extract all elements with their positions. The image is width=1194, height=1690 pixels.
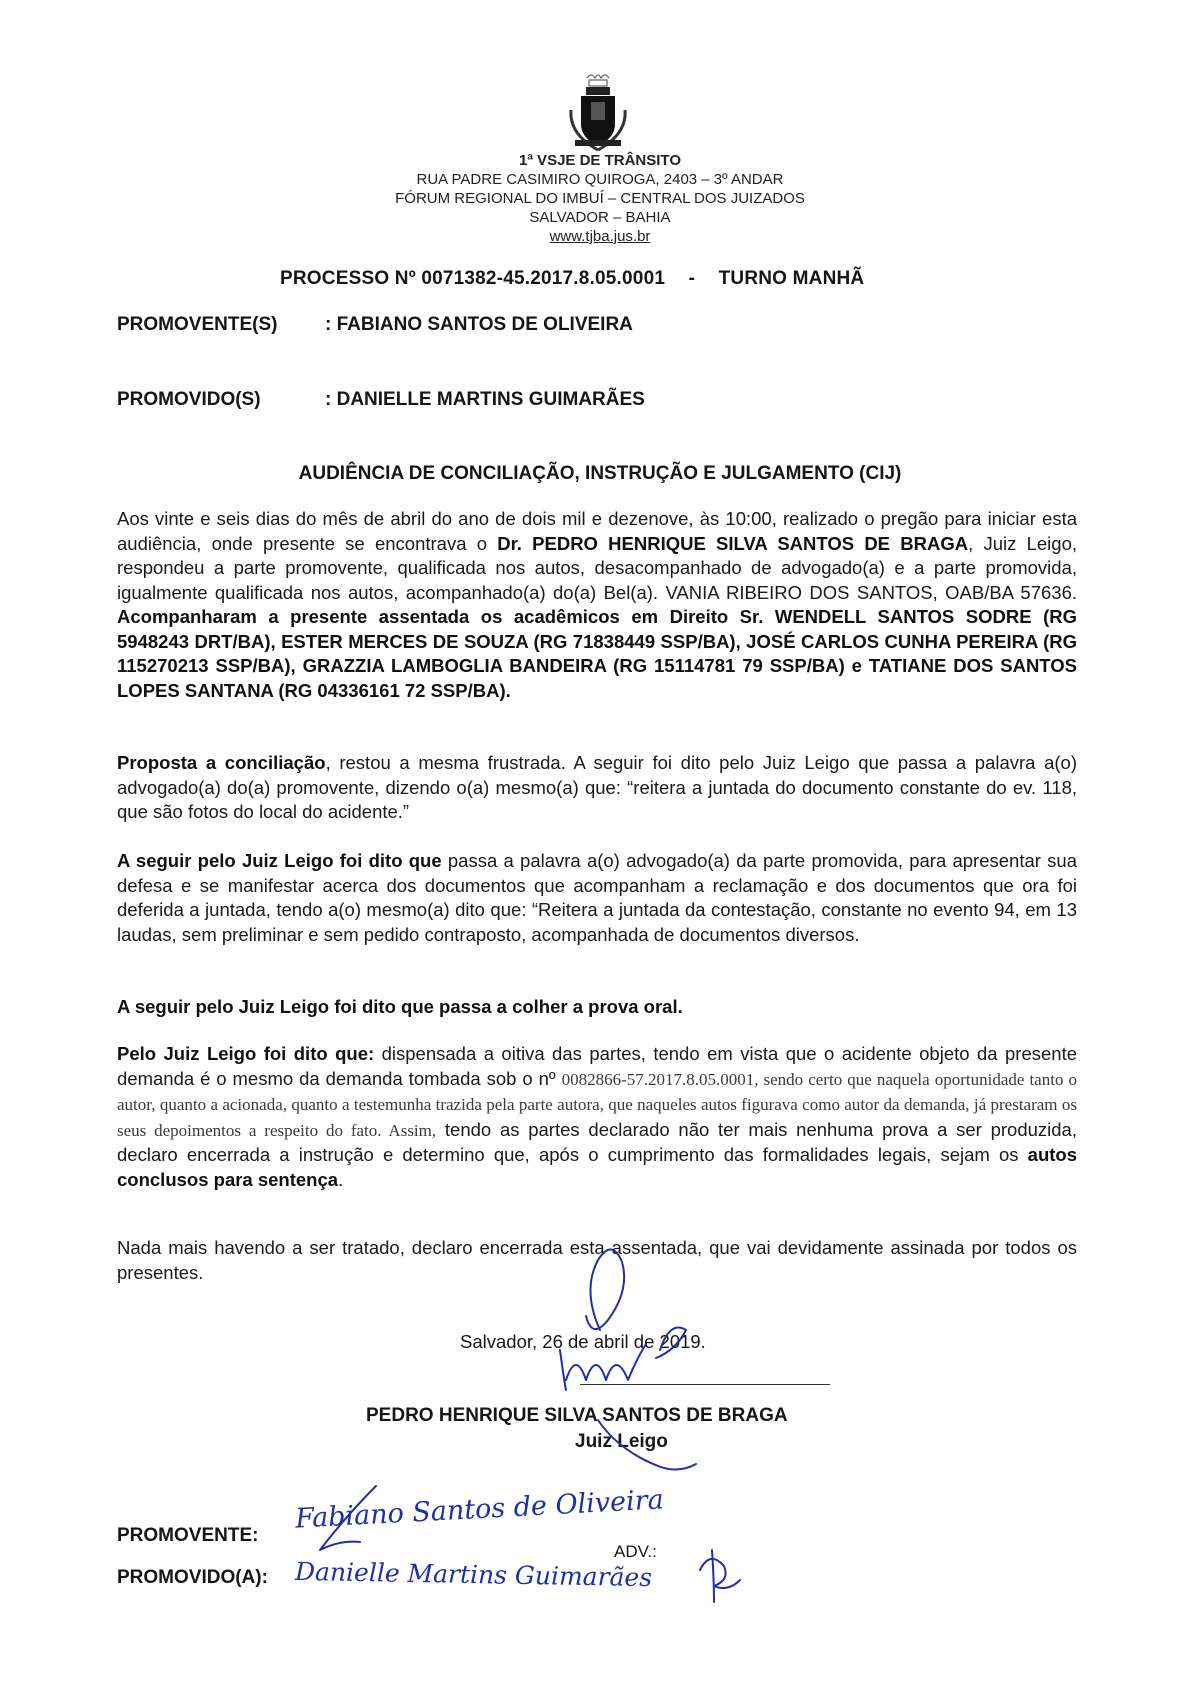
paragraph-decision [117,1042,1077,1192]
process-shift: TURNO MANHÃ [718,268,865,289]
signature-line [580,1384,830,1385]
paragraph-conciliation [117,751,1077,825]
coat-of-arms-icon [567,70,629,156]
judge-role: Juiz Leigo [575,1431,668,1452]
bold-run: Acompanharam a presente assentada os acadêmicos em Direito Sr. WENDELL SANTOS SODRE (RG 5948243 DRT/BA), ESTER MERCES DE SOUZA (RG 71838449 SSP/BA), JOSÉ CARLOS CUNHA PEREIRA (RG 115270213 SSP/BA), GRAZZIA LAMBOGLIA BANDEIRA (RG 15114781 79 SSP/BA) e TATIANE DOS SANTOS LOPES SANTANA (RG 04336161 72 SSP/BA). [117,606,1077,701]
judge-name: PEDRO HENRIQUE SILVA SANTOS DE BRAGA [366,1405,788,1426]
text-run: passa a palavra a(o) advogado(a) da parte promovida, para apresentar sua defesa e se manifestar acerca dos documentos que acompanham a reclamação e dos documentos que ora foi deferida a juntada, tendo a(o) mesmo(a) dito que: “Reitera a juntada da contestação, constante no evento 94, em 13 laudas, sem preliminar e sem pedido contraposto, acompanhada de documentos diversos. [117,850,1077,945]
place-date: Salvador, 26 de abril de 2019. [460,1331,706,1352]
promovente-label: PROMOVENTE(S) [117,314,278,335]
process-label: PROCESSO Nº [280,268,416,289]
promovido-handwritten-signature: Danielle Martins Guimarães [294,1556,653,1593]
court-name: 1ª VSJE DE TRÂNSITO [519,152,681,169]
court-address-line1: RUA PADRE CASIMIRO QUIROGA, 2403 – 3º ANDAR [416,171,784,188]
hearing-title: AUDIÊNCIA DE CONCILIAÇÃO, INSTRUÇÃO E JULGAMENTO (CIJ) [298,463,902,484]
bold-run: Pelo Juiz Leigo foi dito que: [117,1043,375,1064]
bold-run: autos conclusos para sentença [117,1144,1077,1190]
paragraph-oral-evidence [117,995,1077,1020]
process-separator: - [688,268,696,289]
bold-run: A seguir pelo Juiz Leigo foi dito que [117,850,442,871]
text-run: Nada mais havendo a ser tratado, declaro encerrada esta assentada, que vai devidamente assinada por todos os presentes. [117,1237,1077,1283]
court-address-line3: SALVADOR – BAHIA [529,209,671,226]
process-number: 0071382-45.2017.8.05.0001 [421,268,666,289]
lawyer-signature [700,1550,740,1602]
lawyer-signature-label: ADV.: [614,1542,657,1561]
text-run: Aos vinte e seis dias do mês de abril do ano de dois mil e dezenove, às 10:00, realizado o pregão para iniciar esta audiência, onde presente se encontrava o [117,508,1077,554]
bold-run: A seguir pelo Juiz Leigo foi dito que passa a colher a prova oral. [117,996,683,1017]
promovido-value: : DANIELLE MARTINS GUIMARÃES [325,389,645,410]
paragraph-closing [117,1236,1077,1285]
text-run: , Juiz Leigo, respondeu a parte promovente, qualificada nos autos, desacompanhado de advogado(a) e a parte promovida, igualmente qualificada nos autos, acompanhado(a) do(a) Bel(a). VANIA RIBEIRO DOS SANTOS, OAB/BA 57636. [117,532,1077,603]
promovente-signature-label: PROMOVENTE: [117,1525,259,1546]
bold-run: Proposta a conciliação [117,752,326,773]
promovido-signature-label: PROMOVIDO(A): [117,1567,268,1588]
text-run: , restou a mesma frustrada. A seguir foi dito pelo Juiz Leigo que passa a palavra a(o) advogado(a) do(a) promovente, dizendo o(a) mesmo(a) que: “reitera a juntada do documento constante do ev. 118, que são fotos do local do acidente.” [117,752,1078,822]
court-address-line2: FÓRUM REGIONAL DO IMBUÍ – CENTRAL DOS JUIZADOS [395,190,805,207]
text-run: dispensada a oitiva das partes, tendo em vista que o acidente objeto da presente demanda é o mesmo da demanda tombada sob o nº [117,1043,1078,1089]
court-website-link[interactable]: www.tjba.jus.br [549,228,651,245]
text-run: tendo as partes declarado não ter mais nenhuma prova a ser produzida, declaro encerrada a instrução e determino que, após o cumprimento das formalidades legais, sejam os [117,1118,1077,1165]
promovente-value: : FABIANO SANTOS DE OLIVEIRA [325,314,633,335]
promovente-handwritten-signature: Fabiano Santos de Oliveira [294,1484,665,1535]
process-line [280,268,940,290]
text-run: . [338,1168,344,1190]
paragraph-opening [117,507,1077,703]
promovido-label: PROMOVIDO(S) [117,389,261,410]
bold-run: Dr. PEDRO HENRIQUE SILVA SANTOS DE BRAGA [497,532,969,554]
paragraph-defense [117,849,1077,947]
inserted-text-run: 0082866-57.2017.8.05.0001, sendo certo que naquela oportunidade tanto o autor, quanto a acionada, quanto a testemunha trazida pela parte autora, que naqueles autos figurava como autor da demanda, já prestaram os seus depoimentos a respeito do fato. Assim, [117,1069,1077,1140]
